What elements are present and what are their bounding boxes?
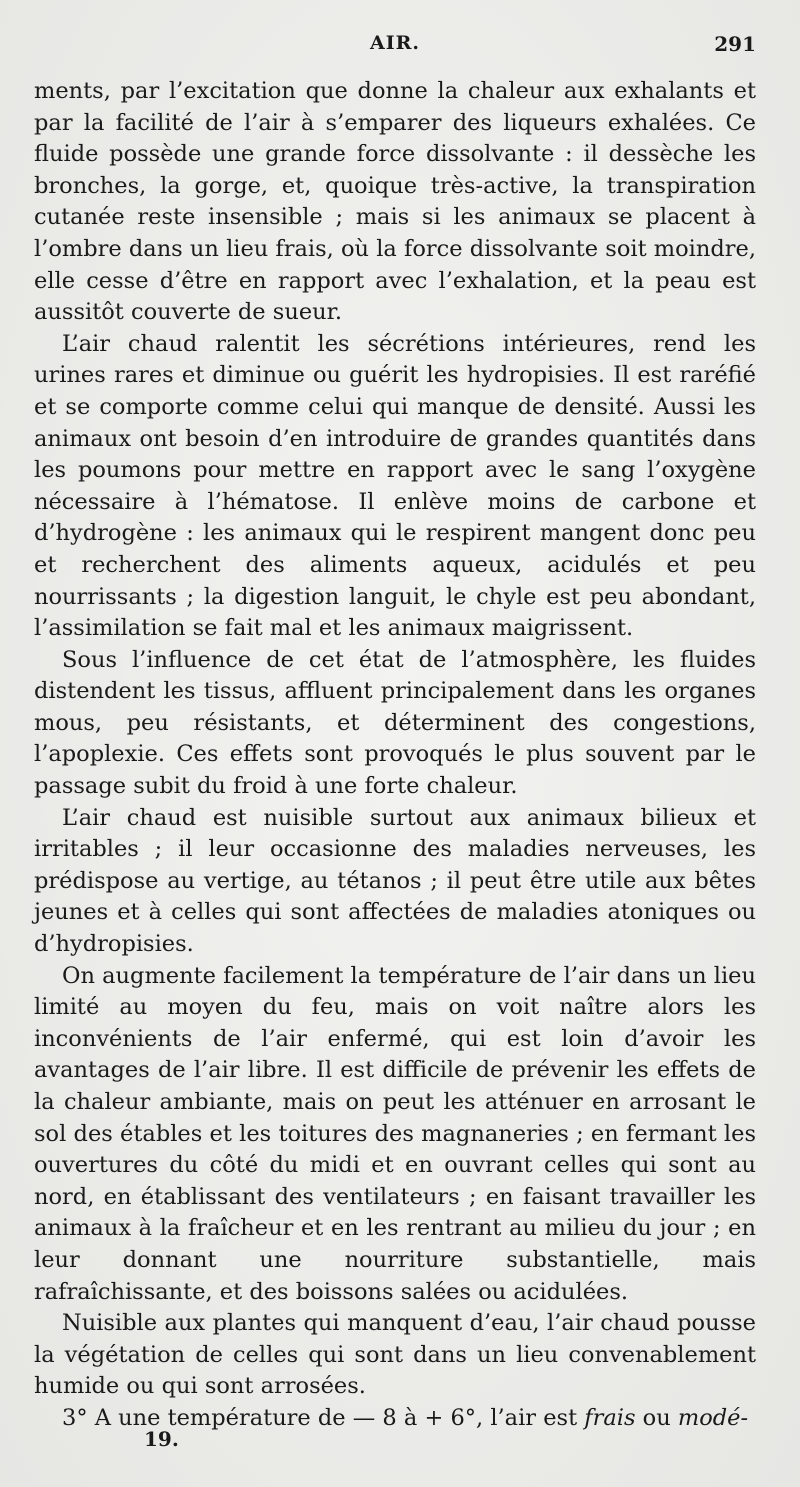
line-prefix: 3° A une température de — 8 à + 6°, l’air est	[62, 1404, 585, 1431]
paragraph-4: L’air chaud est nuisible surtout aux animaux bilieux et irritables ; il leur occasionne des maladies nerveuses, les prédispose au vertige, au tétanos ; il peut être utile aux bêtes jeunes et à celles qui sont affectées de maladies atoniques ou d’hydropisies.	[34, 804, 756, 958]
paragraph-2: L’air chaud ralentit les sécrétions intérieures, rend les urines rares et diminue ou guérit les hydropisies. Il est raréfié et se comporte comme celui qui manque de densité. Aussi les animaux ont besoin d’en introduire de grandes quantités dans les poumons pour mettre en rapport avec le sang l’oxygène nécessaire à l’hématose. Il enlève moins de carbone et d’hydrogène : les animaux qui le respirent mangent donc peu et recherchent des aliments aqueux, acidulés et peu nourrissants ; la digestion languit, le chyle est peu abondant, l’assimilation se fait mal et les animaux maigrissent.	[34, 330, 756, 642]
running-title: AIR.	[369, 32, 421, 54]
paragraph-7	[34, 1403, 756, 1435]
page-header	[34, 32, 756, 64]
line-middle: ou	[635, 1404, 678, 1431]
page-number: 291	[714, 32, 756, 56]
paragraph-1: ments, par l’excitation que donne la chaleur aux exhalants et par la facilité de l’air à s’emparer des liqueurs exhalées. Ce fluide possède une grande force dissolvante : il dessèche les bronches, la gorge, et, quoique très-active, la transpiration cutanée reste insensible ; mais si les animaux se placent à l’ombre dans un lieu frais, où la force dissolvante soit moindre, elle cesse d’être en rapport avec l’exhalation, et la peau est aussitôt couverte de sueur.	[34, 78, 756, 326]
page-body	[34, 76, 756, 1435]
paragraph-5: On augmente facilement la température de l’air dans un lieu limité au moyen du feu, mais on voit naître alors les inconvénients de l’air enfermé, qui est loin d’avoir les avantages de l’air libre. Il est difficile de prévenir les effets de la chaleur ambiante, mais on peut les atténuer en arrosant le sol des étables et les toitures des magnaneries ; en fermant les ouvertures du côté du midi et en ouvrant celles qui sont au nord, en établissant des ventilateurs ; en faisant travailler les animaux à la fraîcheur et en les rentrant au milieu du jour ; en leur donnant une nourriture substantielle, mais rafraîchissante, et des boissons salées ou acidulées.	[34, 962, 756, 1305]
italic-word-frais: frais	[584, 1404, 636, 1431]
italic-word-mode: modé-	[677, 1404, 749, 1431]
signature-mark: 19.	[144, 1427, 179, 1451]
paragraph-3: Sous l’influence de cet état de l’atmosphère, les fluides distendent les tissus, affluent principalement dans les organes mous, peu résistants, et déterminent des congestions, l’apoplexie. Ces effets sont provoqués le plus souvent par le passage subit du froid à une forte chaleur.	[34, 646, 756, 800]
paragraph-6: Nuisible aux plantes qui manquent d’eau, l’air chaud pousse la végétation de celles qui sont dans un lieu convenablement humide ou qui sont arrosées.	[34, 1310, 756, 1400]
